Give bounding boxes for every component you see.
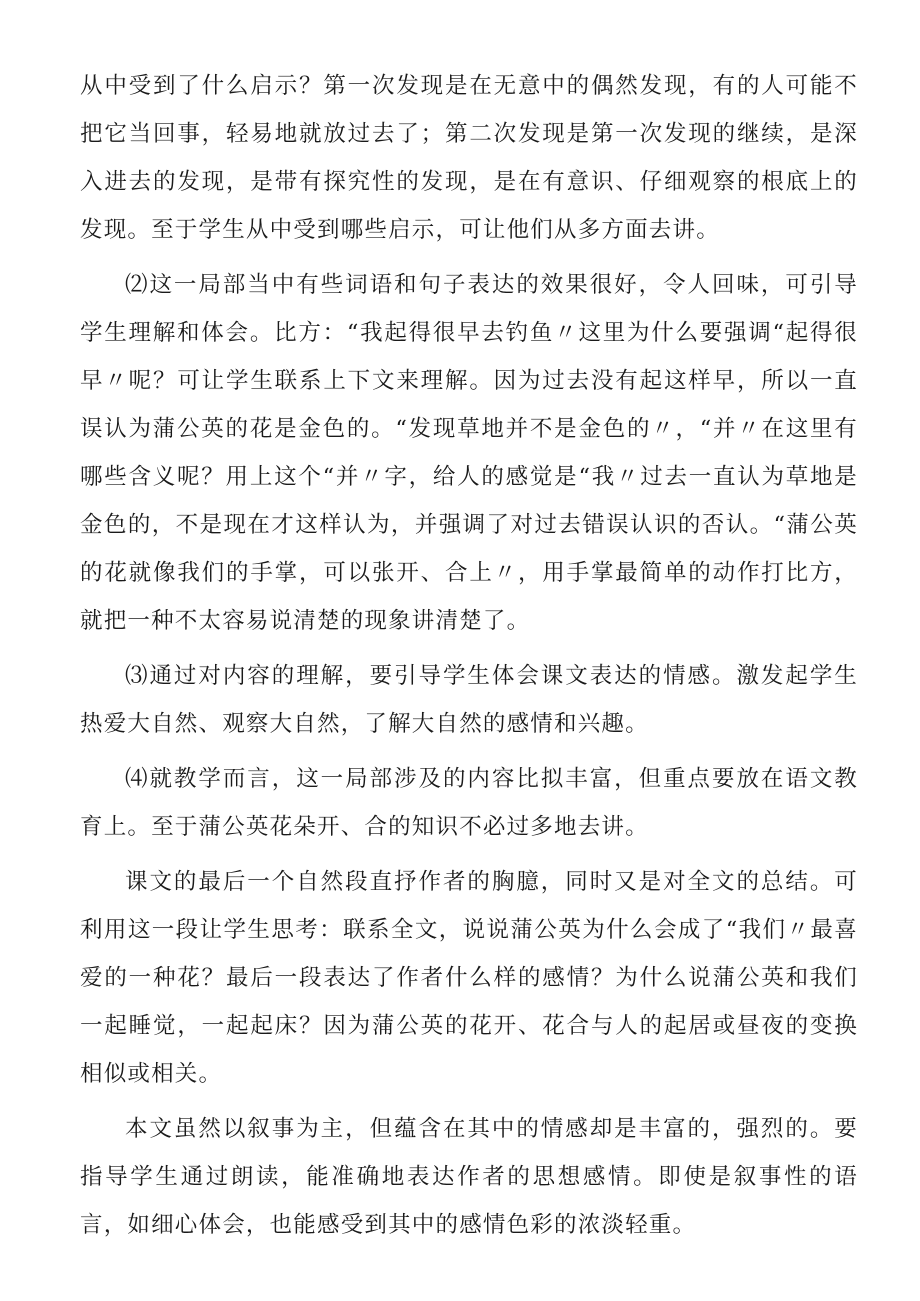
paragraph-point-4: ⑷就教学而言，这一局部涉及的内容比拟丰富，但重点要放在语文教育上。至于蒲公英花朵开、合的知识不必过多地去讲。 — [80, 766, 858, 840]
paragraph-conclusion: 课文的最后一个自然段直抒作者的胸臆，同时又是对全文的总结。可利用这一段让学生思考：联系全文，说说蒲公英为什么会成了“我们〃最喜爱的一种花？最后一段表达了作者什么样的感情？为什么说蒲公英和我们一起睡觉，一起起床？因为蒲公英的花开、花合与人的起居或昼夜的变换相似或相关。 — [80, 869, 858, 1087]
document-body — [80, 62, 858, 1256]
paragraph-point-3: ⑶通过对内容的理解，要引导学生体会课文表达的情感。激发起学生热爱大自然、观察大自然，了解大自然的感情和兴趣。 — [80, 663, 858, 737]
paragraph-summary: 本文虽然以叙事为主，但蕴含在其中的情感却是丰富的，强烈的。要指导学生通过朗读，能准确地表达作者的思想感情。即使是叙事性的语言，如细心体会，也能感受到其中的感情色彩的浓淡轻重。 — [80, 1116, 858, 1238]
paragraph-continued: 从中受到了什么启示？第一次发现是在无意中的偶然发现，有的人可能不把它当回事，轻易地就放过去了；第二次发现是第一次发现的继续，是深入进去的发现，是带有探究性的发现，是在有意识、仔细观察的根底上的发现。至于学生从中受到哪些启示，可让他们从多方面去讲。 — [80, 73, 858, 243]
paragraph-point-2: ⑵这一局部当中有些词语和句子表达的效果很好，令人回味，可引导学生理解和体会。比方：“我起得很早去钓鱼〃这里为什么要强调“起得很早〃呢？可让学生联系上下文来理解。因为过去没有起这样早，所以一直误认为蒲公英的花是金色的。“发现草地并不是金色的〃，“并〃在这里有哪些含义呢？用上这个“并〃字，给人的感觉是“我〃过去一直认为草地是金色的，不是现在才这样认为，并强调了对过去错误认识的否认。“蒲公英的花就像我们的手掌，可以张开、合上〃，用手掌最简单的动作打比方，就把一种不太容易说清楚的现象讲清楚了。 — [80, 272, 858, 634]
